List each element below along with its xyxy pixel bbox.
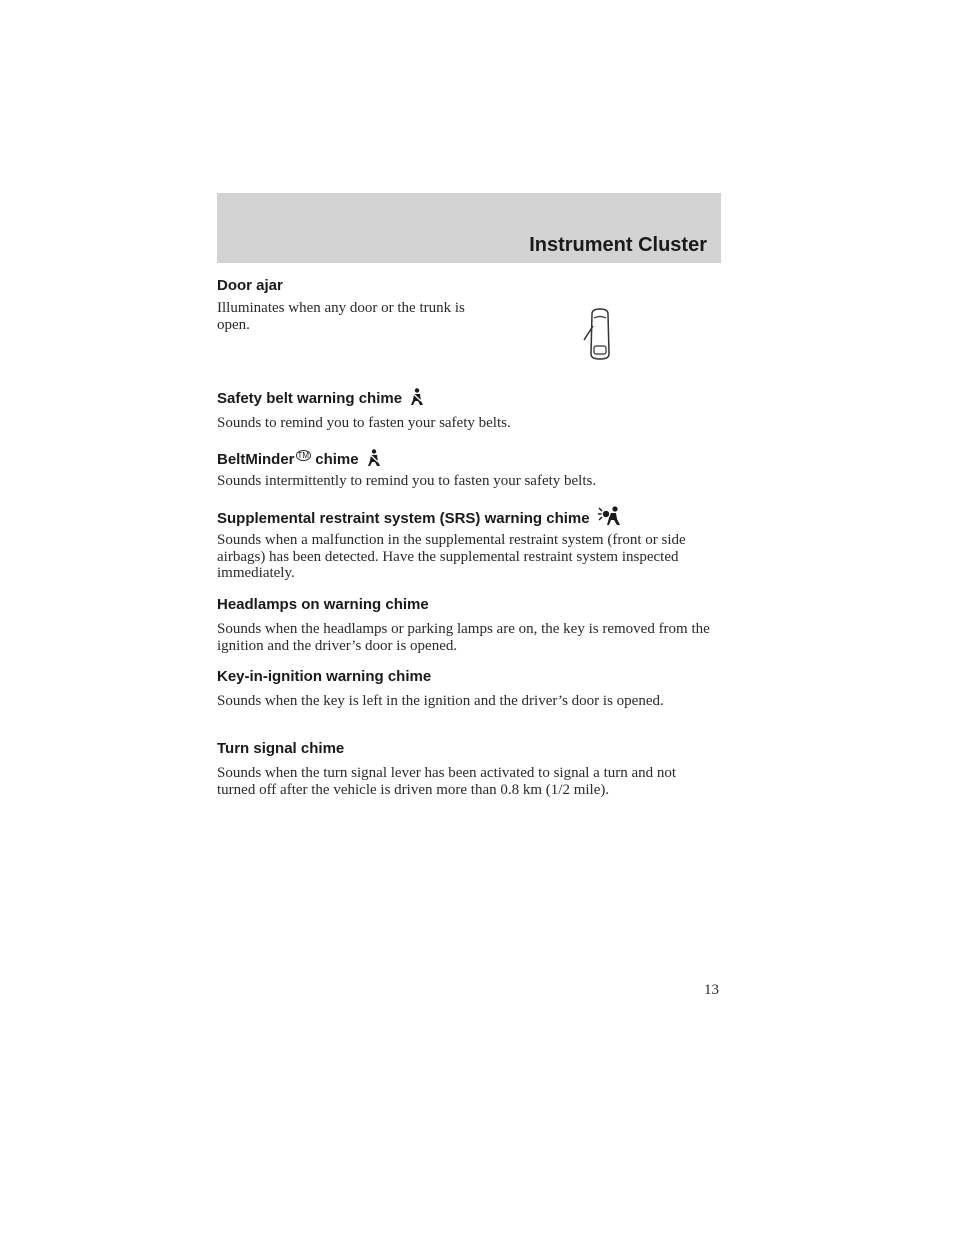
headlamps-heading: Headlamps on warning chime <box>217 596 429 613</box>
section-title: Instrument Cluster <box>529 234 707 256</box>
srs-heading-text: Supplemental restraint system (SRS) warning chime <box>217 510 590 527</box>
seatbelt-icon <box>367 449 381 467</box>
key-in-ignition-heading: Key-in-ignition warning chime <box>217 668 432 685</box>
turn-signal-heading: Turn signal chime <box>217 740 345 757</box>
trademark-mark: TM <box>297 451 310 460</box>
airbag-icon <box>598 506 622 526</box>
beltminder-heading-text: BeltMinder <box>217 451 295 468</box>
door-ajar-heading: Door ajar <box>217 277 283 294</box>
srs-heading <box>217 506 622 528</box>
turn-signal-text: Sounds when the turn signal lever has been activated to signal a turn and not turned off after the vehicle is driven more than 0.8 km (1/2 mile). <box>217 765 677 798</box>
beltminder-text: Sounds intermittently to remind you to fasten your safety belts. <box>217 473 597 489</box>
headlamps-text: Sounds when the headlamps or parking lamps are on, the key is removed from the ignition and the driver’s door is opened. <box>217 621 710 654</box>
door-ajar-text: Illuminates when any door or the trunk is open. <box>217 300 465 333</box>
page-number: 13 <box>704 982 719 998</box>
section-header-band <box>217 193 721 263</box>
beltminder-heading-suffix: chime <box>311 451 359 468</box>
beltminder-heading <box>217 447 381 469</box>
seatbelt-icon <box>410 388 424 406</box>
safety-belt-text: Sounds to remind you to fasten your safety belts. <box>217 415 511 431</box>
safety-belt-heading <box>217 388 424 408</box>
door-ajar-icon <box>582 306 618 362</box>
key-in-ignition-text: Sounds when the key is left in the ignition and the driver’s door is opened. <box>217 693 664 709</box>
srs-text: Sounds when a malfunction in the supplemental restraint system (front or side airbags) has been detected. Have the supplemental restraint system inspected immediately. <box>217 532 686 581</box>
safety-belt-heading-text: Safety belt warning chime <box>217 390 403 407</box>
